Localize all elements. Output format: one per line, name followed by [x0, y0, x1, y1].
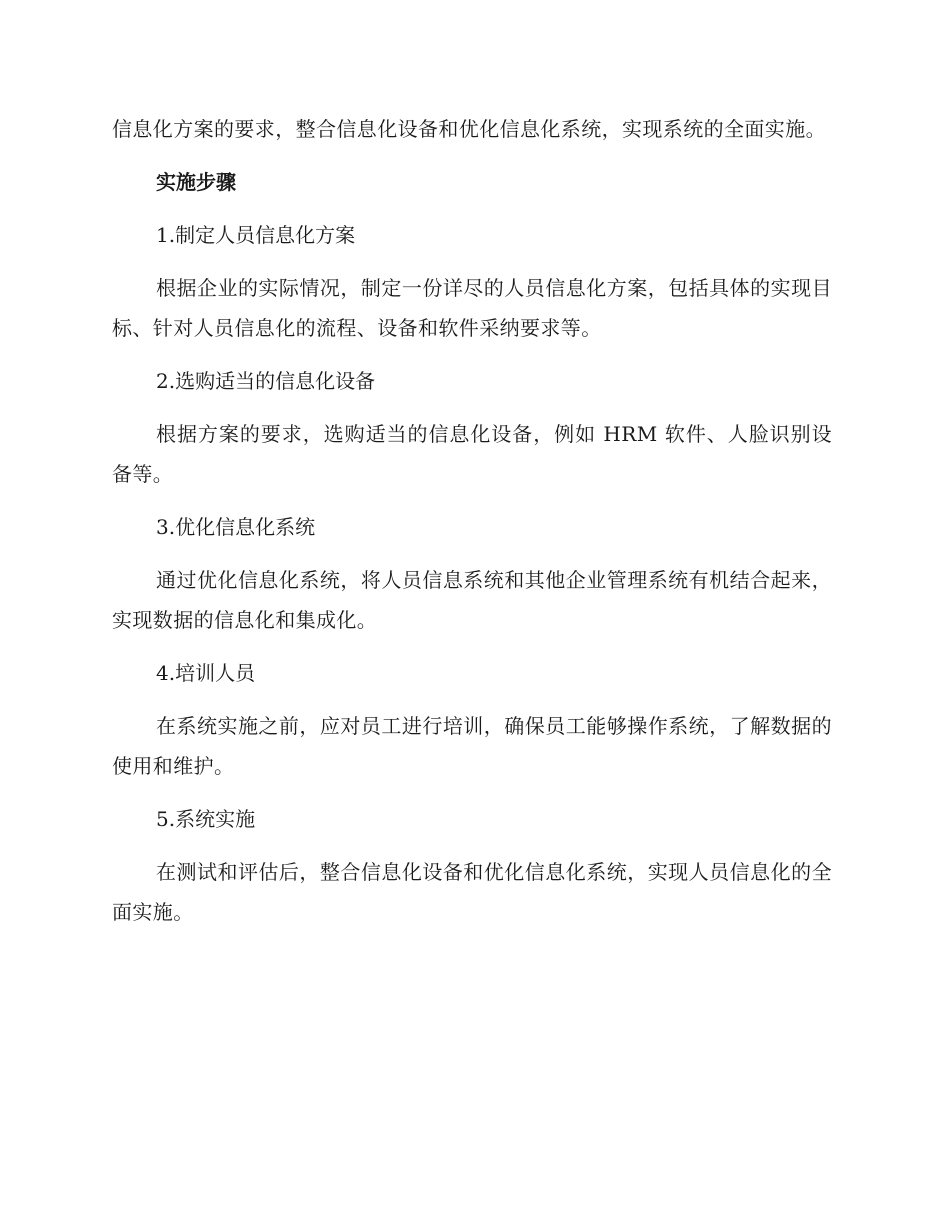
- step-title-1: 1.制定人员信息化方案: [156, 223, 356, 247]
- step-title-4: 4.培训人员: [156, 661, 256, 685]
- step-title-5: 5.系统实施: [156, 807, 256, 831]
- continuation-paragraph: 信息化方案的要求，整合信息化设备和优化信息化系统，实现系统的全面实施。: [112, 117, 826, 141]
- step-title-2: 2.选购适当的信息化设备: [156, 369, 376, 393]
- step-body-1: 根据企业的实际情况，制定一份详尽的人员信息化方案，包括具体的实现目标、针对人员信息化的流程、设备和软件采纳要求等。: [112, 276, 832, 340]
- step-body-4: 在系统实施之前，应对员工进行培训，确保员工能够操作系统，了解数据的使用和维护。: [112, 714, 832, 778]
- step-body-5: 在测试和评估后，整合信息化设备和优化信息化系统，实现人员信息化的全面实施。: [112, 860, 832, 924]
- step-body-3: 通过优化信息化系统，将人员信息系统和其他企业管理系统有机结合起来，实现数据的信息化和集成化。: [112, 568, 832, 632]
- step-body-2: 根据方案的要求，选购适当的信息化设备，例如 HRM 软件、人脸识别设备等。: [112, 422, 832, 486]
- section-heading: 实施步骤: [156, 170, 236, 194]
- step-title-3: 3.优化信息化系统: [156, 515, 316, 539]
- document-body: [112, 109, 832, 945]
